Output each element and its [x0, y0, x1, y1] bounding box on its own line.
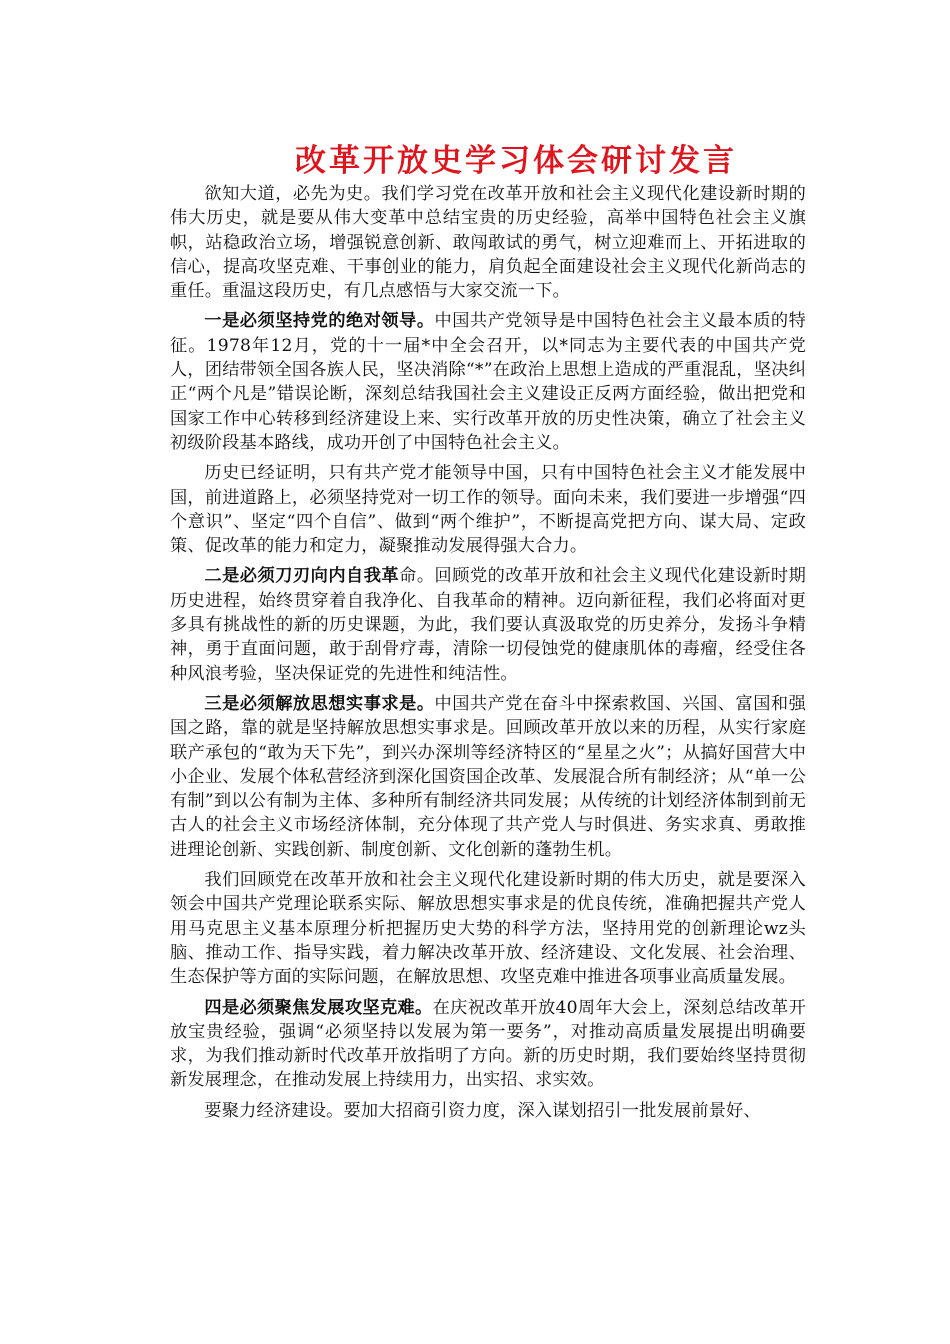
paragraph-text: 要聚力经济建设。要加大招商引资力度，深入谋划招引一批发展前景好、	[204, 1100, 761, 1121]
paragraph-history-proven	[170, 461, 806, 558]
paragraph-text: 命。回顾党的改革开放和社会主义现代化建设新时期历史进程，始终贯穿着自我净化、自我革命的精神。迈向新征程，我们必将面对更多具有挑战性的新的历史课题，为此，我们要认真汲取党的历史养分，发扬斗争精神，勇于直面问题，敢于刮骨疗毒，清除一切侵蚀党的健康肌体的毒瘤，经受住各种风浪考验，坚决保证党的先进性和纯洁性。	[170, 566, 807, 684]
paragraph-point-one	[170, 309, 806, 455]
paragraph-point-three	[170, 692, 806, 862]
document-page	[170, 140, 806, 1129]
paragraph-economic-construction	[170, 1099, 806, 1123]
paragraph-point-two	[170, 564, 806, 685]
paragraph-review	[170, 868, 806, 989]
paragraph-text: 我们回顾党在改革开放和社会主义现代化建设新时期的伟大历史，就是要深入领会中国共产党理论联系实际、解放思想实事求是的优良传统，准确把握共产党人用马克思主义基本原理分析把握历史大势的科学方法，坚持用党的创新理论wz头脑、推动工作、指导实践，着力解决改革开放、经济建设、文化发展、社会治理、生态保护等方面的实际问题，在解放思想、攻坚克难中推进各项事业高质量发展。	[170, 870, 806, 988]
paragraph-lead: 三是必须解放思想实事求是。	[204, 693, 435, 714]
paragraph-lead: 四是必须聚焦发展攻坚克难。	[204, 997, 433, 1018]
paragraph-text: 欲知大道，必先为史。我们学习党在改革开放和社会主义现代化建设新时期的伟大历史，就是要从伟大变革中总结宝贵的历史经验，高举中国特色社会主义旗帜，站稳政治立场，增强锐意创新、敢闯敢试的勇气，树立迎难而上、开拓进取的信心，提高攻坚克难、干事创业的能力，肩负起全面建设社会主义现代化新尚志的重任。重温这段历史，有几点感悟与大家交流一下。	[170, 184, 806, 302]
paragraph-text: 在庆祝改革开放40周年大会上，深刻总结改革开放宝贵经验，强调“必须坚持以发展为第一要务”，对推动高质量发展提出明确要求，为我们推动新时代改革开放指明了方向。新的历史时期，我们要始终坚持贯彻新发展理念，在推动发展上持续用力，出实招、求实效。	[170, 997, 806, 1091]
paragraph-text: 历史已经证明，只有共产党才能领导中国，只有中国特色社会主义才能发展中国，前进道路上，必须坚持党对一切工作的领导。面向未来，我们要进一步增强“四个意识”、坚定“四个自信”、做到“两个维护”，不断提高党把方向、谋大局、定政策、促改革的能力和定力，凝聚推动发展得强大合力。	[170, 463, 806, 557]
paragraph-point-four	[170, 996, 806, 1093]
document-title: 改革开放史学习体会研讨发言	[295, 143, 737, 179]
paragraph-lead: 二是必须刀刃向内自我革	[204, 566, 400, 587]
paragraph-lead: 一是必须坚持党的绝对领导。	[204, 311, 435, 332]
paragraph-text: 中国共产党领导是中国特色社会主义最本质的特征。1978年12月，党的十一届*中全会召开，以*同志为主要代表的中国共产党人，团结带领全国各族人民，坚决消除“*”在政治上思想上造成的严重混乱，坚决纠正“两个凡是”错误论断，深刻总结我国社会主义建设正反两方面经验，做出把党和国家工作中心转移到经济建设上来、实行改革开放的历史性决策，确立了社会主义初级阶段基本路线，成功开创了中国特色社会主义。	[170, 311, 807, 453]
paragraph-text: 中国共产党在奋斗中探索救国、兴国、富国和强国之路，靠的就是坚持解放思想实事求是。回顾改革开放以来的历程，从实行家庭联产承包的“敢为天下先”，到兴办深圳等经济特区的“星星之火”；从搞好国营大中小企业、发展个体私营经济到深化国资国企改革、发展混合所有制经济；从“单一公有制”到以公有制为主体、多种所有制经济共同发展；从传统的计划经济体制到前无古人的社会主义市场经济体制，充分体现了共产党人与时俱进、务实求真、勇敢推进理论创新、实践创新、制度创新、文化创新的蓬勃生机。	[170, 693, 807, 860]
paragraph-intro	[170, 182, 806, 303]
